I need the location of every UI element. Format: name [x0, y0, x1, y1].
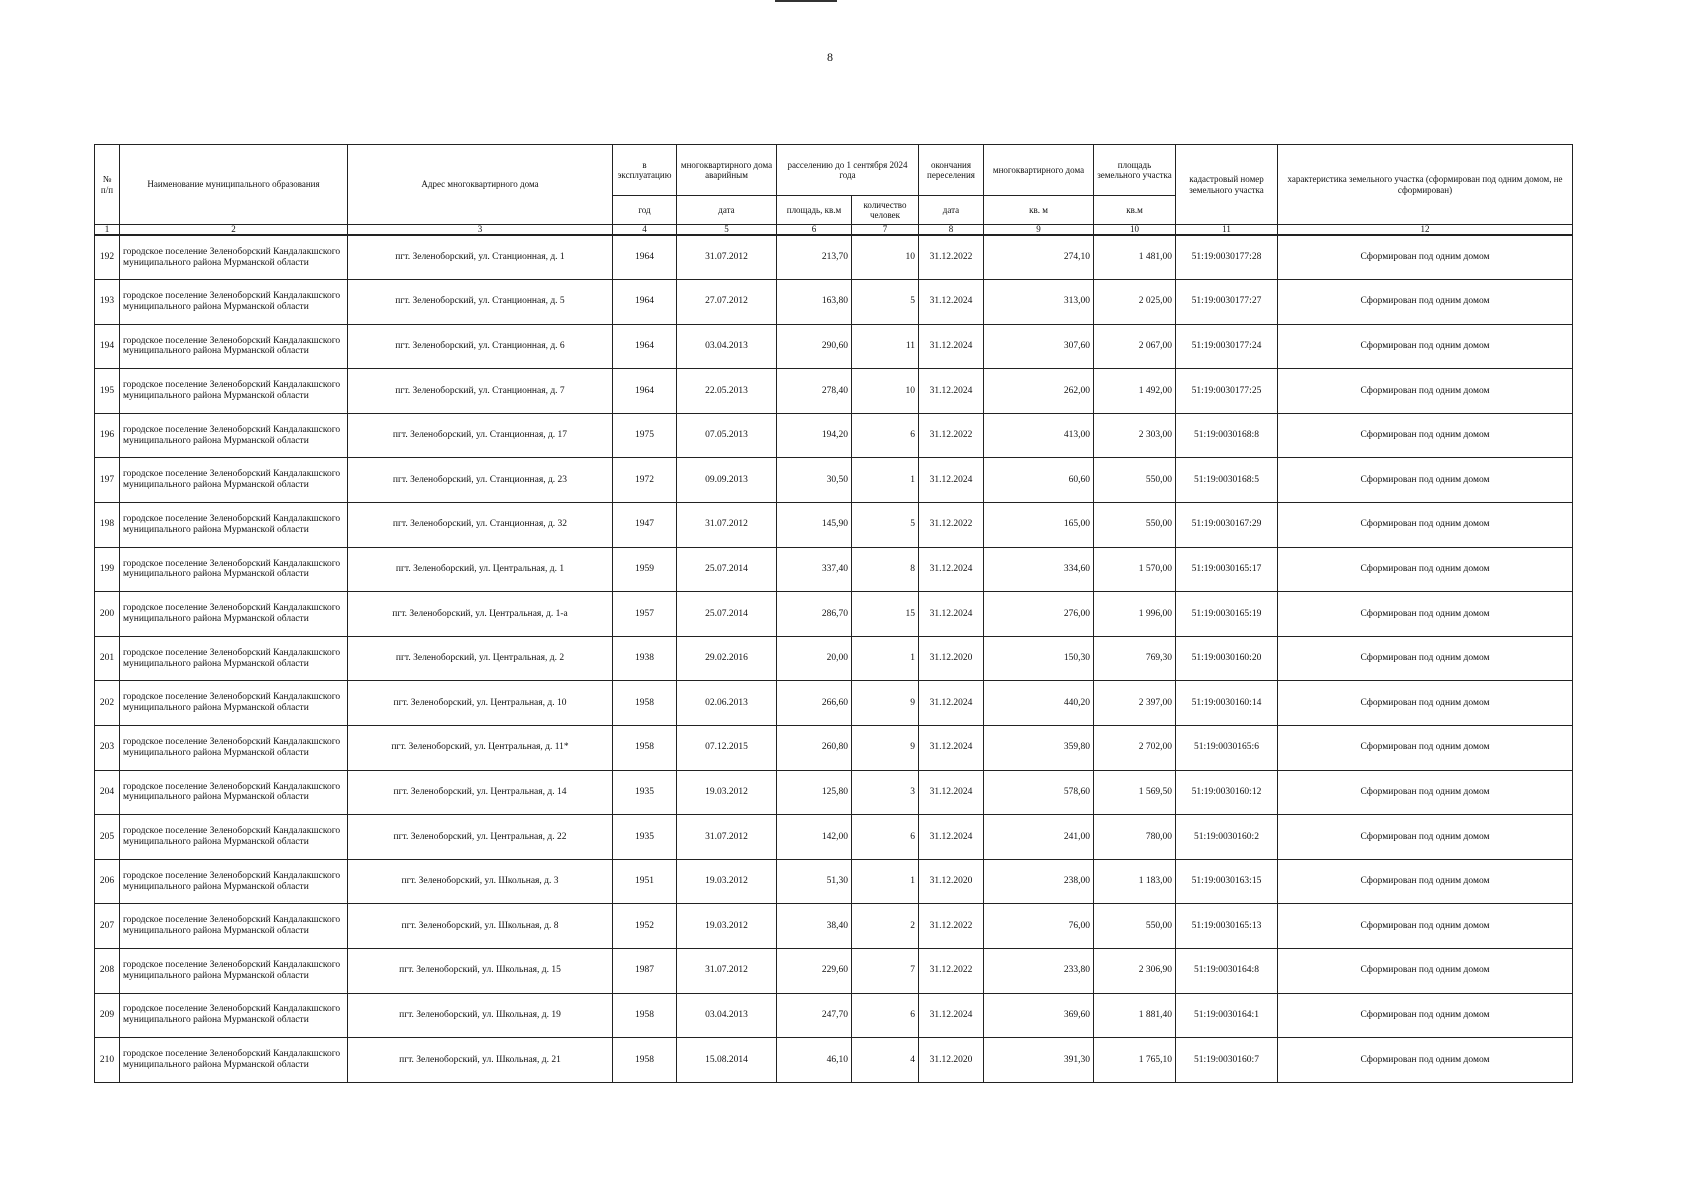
row-municipality: городское поселение Зеленоборский Кандалакшского муниципального района Мурманской области — [120, 770, 348, 815]
row-municipality: городское поселение Зеленоборский Кандалакшского муниципального района Мурманской области — [120, 904, 348, 949]
row-area: 46,10 — [777, 1038, 852, 1083]
row-land-area: 2 397,00 — [1094, 681, 1176, 726]
row-number: 194 — [95, 324, 120, 369]
row-house-area: 369,60 — [984, 993, 1094, 1038]
row-cadastral: 51:19:0030165:6 — [1176, 726, 1278, 771]
header-cadastral: кадастровый номер земельного участка — [1176, 145, 1278, 225]
row-land-char: Сформирован под одним домом — [1278, 324, 1573, 369]
row-number: 210 — [95, 1038, 120, 1083]
row-end-date: 31.12.2020 — [919, 859, 984, 904]
row-area: 142,00 — [777, 815, 852, 860]
col-num-6: 6 — [777, 225, 852, 236]
row-number: 207 — [95, 904, 120, 949]
sub-area: площадь, кв.м — [777, 196, 852, 225]
row-end-date: 31.12.2022 — [919, 503, 984, 548]
table-row — [95, 1038, 1573, 1083]
header-end: окончания переселения — [919, 145, 984, 196]
col-num-5: 5 — [677, 225, 777, 236]
row-year: 1964 — [613, 280, 677, 325]
table-body — [95, 235, 1573, 1082]
row-number: 209 — [95, 993, 120, 1038]
row-land-area: 780,00 — [1094, 815, 1176, 860]
row-address: пгт. Зеленоборский, ул. Центральная, д. 2 — [348, 636, 613, 681]
row-end-date: 31.12.2024 — [919, 770, 984, 815]
row-emergency-date: 22.05.2013 — [677, 369, 777, 414]
row-house-area: 334,60 — [984, 547, 1094, 592]
row-address: пгт. Зеленоборский, ул. Центральная, д. 22 — [348, 815, 613, 860]
row-house-area: 391,30 — [984, 1038, 1094, 1083]
header-house-area: многоквартирного дома — [984, 145, 1094, 196]
table-row — [95, 503, 1573, 548]
row-house-area: 274,10 — [984, 235, 1094, 280]
row-year: 1959 — [613, 547, 677, 592]
row-number: 201 — [95, 636, 120, 681]
row-cadastral: 51:19:0030160:12 — [1176, 770, 1278, 815]
row-land-char: Сформирован под одним домом — [1278, 859, 1573, 904]
row-emergency-date: 07.05.2013 — [677, 413, 777, 458]
row-emergency-date: 09.09.2013 — [677, 458, 777, 503]
row-land-area: 2 702,00 — [1094, 726, 1176, 771]
row-land-char: Сформирован под одним домом — [1278, 503, 1573, 548]
row-end-date: 31.12.2024 — [919, 726, 984, 771]
row-end-date: 31.12.2020 — [919, 636, 984, 681]
table-row — [95, 324, 1573, 369]
row-cadastral: 51:19:0030165:19 — [1176, 592, 1278, 637]
row-address: пгт. Зеленоборский, ул. Станционная, д. 6 — [348, 324, 613, 369]
row-people: 3 — [852, 770, 919, 815]
header-num: № п/п — [95, 145, 120, 225]
row-address: пгт. Зеленоборский, ул. Станционная, д. 17 — [348, 413, 613, 458]
row-cadastral: 51:19:0030177:24 — [1176, 324, 1278, 369]
row-people: 5 — [852, 280, 919, 325]
row-municipality: городское поселение Зеленоборский Кандалакшского муниципального района Мурманской области — [120, 859, 348, 904]
row-area: 260,80 — [777, 726, 852, 771]
row-year: 1951 — [613, 859, 677, 904]
row-municipality: городское поселение Зеленоборский Кандалакшского муниципального района Мурманской области — [120, 726, 348, 771]
row-house-area: 313,00 — [984, 280, 1094, 325]
col-num-11: 11 — [1176, 225, 1278, 236]
row-area: 229,60 — [777, 949, 852, 994]
row-land-char: Сформирован под одним домом — [1278, 547, 1573, 592]
row-end-date: 31.12.2024 — [919, 324, 984, 369]
row-year: 1957 — [613, 592, 677, 637]
row-emergency-date: 02.06.2013 — [677, 681, 777, 726]
table-row — [95, 592, 1573, 637]
row-land-area: 2 303,00 — [1094, 413, 1176, 458]
row-number: 206 — [95, 859, 120, 904]
row-emergency-date: 07.12.2015 — [677, 726, 777, 771]
row-house-area: 241,00 — [984, 815, 1094, 860]
row-number: 199 — [95, 547, 120, 592]
row-address: пгт. Зеленоборский, ул. Станционная, д. 5 — [348, 280, 613, 325]
row-address: пгт. Зеленоборский, ул. Школьная, д. 8 — [348, 904, 613, 949]
row-year: 1938 — [613, 636, 677, 681]
sub-land-unit: кв.м — [1094, 196, 1176, 225]
table-row — [95, 904, 1573, 949]
row-emergency-date: 03.04.2013 — [677, 324, 777, 369]
row-land-char: Сформирован под одним домом — [1278, 726, 1573, 771]
row-emergency-date: 03.04.2013 — [677, 993, 777, 1038]
row-address: пгт. Зеленоборский, ул. Центральная, д. 14 — [348, 770, 613, 815]
table-row — [95, 369, 1573, 414]
row-number: 202 — [95, 681, 120, 726]
row-address: пгт. Зеленоборский, ул. Центральная, д. 10 — [348, 681, 613, 726]
sub-date: дата — [677, 196, 777, 225]
row-house-area: 413,00 — [984, 413, 1094, 458]
row-land-char: Сформирован под одним домом — [1278, 993, 1573, 1038]
table-row — [95, 636, 1573, 681]
row-people: 10 — [852, 235, 919, 280]
row-cadastral: 51:19:0030160:2 — [1176, 815, 1278, 860]
table-row — [95, 547, 1573, 592]
row-cadastral: 51:19:0030177:27 — [1176, 280, 1278, 325]
row-people: 5 — [852, 503, 919, 548]
row-cadastral: 51:19:0030177:28 — [1176, 235, 1278, 280]
row-end-date: 31.12.2020 — [919, 1038, 984, 1083]
row-people: 1 — [852, 859, 919, 904]
row-emergency-date: 31.07.2012 — [677, 235, 777, 280]
row-end-date: 31.12.2022 — [919, 413, 984, 458]
row-house-area: 276,00 — [984, 592, 1094, 637]
row-cadastral: 51:19:0030177:25 — [1176, 369, 1278, 414]
row-end-date: 31.12.2024 — [919, 547, 984, 592]
row-number: 203 — [95, 726, 120, 771]
row-area: 145,90 — [777, 503, 852, 548]
row-year: 1964 — [613, 369, 677, 414]
row-area: 278,40 — [777, 369, 852, 414]
row-number: 208 — [95, 949, 120, 994]
col-num-10: 10 — [1094, 225, 1176, 236]
row-land-area: 1 481,00 — [1094, 235, 1176, 280]
table-row — [95, 681, 1573, 726]
row-end-date: 31.12.2024 — [919, 458, 984, 503]
header-commissioning: в эксплуатацию — [613, 145, 677, 196]
row-municipality: городское поселение Зеленоборский Кандалакшского муниципального района Мурманской области — [120, 592, 348, 637]
row-municipality: городское поселение Зеленоборский Кандалакшского муниципального района Мурманской области — [120, 949, 348, 994]
row-people: 6 — [852, 993, 919, 1038]
row-house-area: 76,00 — [984, 904, 1094, 949]
row-area: 286,70 — [777, 592, 852, 637]
row-municipality: городское поселение Зеленоборский Кандалакшского муниципального района Мурманской области — [120, 369, 348, 414]
row-municipality: городское поселение Зеленоборский Кандалакшского муниципального района Мурманской области — [120, 815, 348, 860]
table-row — [95, 413, 1573, 458]
row-area: 213,70 — [777, 235, 852, 280]
row-municipality: городское поселение Зеленоборский Кандалакшского муниципального района Мурманской области — [120, 413, 348, 458]
row-area: 38,40 — [777, 904, 852, 949]
row-land-char: Сформирован под одним домом — [1278, 235, 1573, 280]
row-number: 204 — [95, 770, 120, 815]
table-row — [95, 235, 1573, 280]
row-year: 1964 — [613, 235, 677, 280]
row-people: 6 — [852, 413, 919, 458]
row-number: 192 — [95, 235, 120, 280]
col-num-2: 2 — [120, 225, 348, 236]
row-land-char: Сформирован под одним домом — [1278, 770, 1573, 815]
row-land-area: 2 025,00 — [1094, 280, 1176, 325]
row-year: 1958 — [613, 1038, 677, 1083]
row-land-area: 1 881,40 — [1094, 993, 1176, 1038]
row-land-char: Сформирован под одним домом — [1278, 681, 1573, 726]
row-number: 197 — [95, 458, 120, 503]
header-emergency: многоквартирного дома аварийным — [677, 145, 777, 196]
row-land-area: 1 569,50 — [1094, 770, 1176, 815]
row-land-char: Сформирован под одним домом — [1278, 1038, 1573, 1083]
row-land-char: Сформирован под одним домом — [1278, 413, 1573, 458]
row-address: пгт. Зеленоборский, ул. Центральная, д. 11* — [348, 726, 613, 771]
row-emergency-date: 25.07.2014 — [677, 547, 777, 592]
row-area: 30,50 — [777, 458, 852, 503]
row-land-area: 1 183,00 — [1094, 859, 1176, 904]
row-land-char: Сформирован под одним домом — [1278, 592, 1573, 637]
row-municipality: городское поселение Зеленоборский Кандалакшского муниципального района Мурманской области — [120, 458, 348, 503]
row-house-area: 262,00 — [984, 369, 1094, 414]
col-num-8: 8 — [919, 225, 984, 236]
row-people: 1 — [852, 458, 919, 503]
row-address: пгт. Зеленоборский, ул. Школьная, д. 15 — [348, 949, 613, 994]
row-end-date: 31.12.2024 — [919, 815, 984, 860]
table-row — [95, 993, 1573, 1038]
row-land-char: Сформирован под одним домом — [1278, 636, 1573, 681]
row-land-area: 1 492,00 — [1094, 369, 1176, 414]
row-area: 194,20 — [777, 413, 852, 458]
row-year: 1958 — [613, 681, 677, 726]
row-house-area: 578,60 — [984, 770, 1094, 815]
row-year: 1987 — [613, 949, 677, 994]
row-house-area: 60,60 — [984, 458, 1094, 503]
row-land-char: Сформирован под одним домом — [1278, 369, 1573, 414]
row-number: 195 — [95, 369, 120, 414]
row-people: 7 — [852, 949, 919, 994]
row-people: 15 — [852, 592, 919, 637]
row-municipality: городское поселение Зеленоборский Кандалакшского муниципального района Мурманской области — [120, 636, 348, 681]
row-municipality: городское поселение Зеленоборский Кандалакшского муниципального района Мурманской области — [120, 280, 348, 325]
row-year: 1964 — [613, 324, 677, 369]
table-row — [95, 815, 1573, 860]
row-house-area: 359,80 — [984, 726, 1094, 771]
top-edge-mark — [775, 0, 837, 2]
row-land-char: Сформирован под одним домом — [1278, 815, 1573, 860]
row-end-date: 31.12.2022 — [919, 949, 984, 994]
row-house-area: 307,60 — [984, 324, 1094, 369]
row-people: 9 — [852, 726, 919, 771]
row-address: пгт. Зеленоборский, ул. Станционная, д. 32 — [348, 503, 613, 548]
table-row — [95, 280, 1573, 325]
row-cadastral: 51:19:0030163:15 — [1176, 859, 1278, 904]
header-resettlement: расселению до 1 сентября 2024 года — [777, 145, 919, 196]
row-cadastral: 51:19:0030168:5 — [1176, 458, 1278, 503]
table-row — [95, 949, 1573, 994]
row-area: 290,60 — [777, 324, 852, 369]
row-address: пгт. Зеленоборский, ул. Станционная, д. 7 — [348, 369, 613, 414]
row-land-area: 2 067,00 — [1094, 324, 1176, 369]
row-cadastral: 51:19:0030160:14 — [1176, 681, 1278, 726]
row-land-area: 2 306,90 — [1094, 949, 1176, 994]
row-municipality: городское поселение Зеленоборский Кандалакшского муниципального района Мурманской области — [120, 681, 348, 726]
row-area: 247,70 — [777, 993, 852, 1038]
col-num-9: 9 — [984, 225, 1094, 236]
row-land-area: 550,00 — [1094, 904, 1176, 949]
row-emergency-date: 31.07.2012 — [677, 949, 777, 994]
row-end-date: 31.12.2024 — [919, 592, 984, 637]
row-people: 8 — [852, 547, 919, 592]
row-municipality: городское поселение Зеленоборский Кандалакшского муниципального района Мурманской области — [120, 235, 348, 280]
row-area: 266,60 — [777, 681, 852, 726]
row-cadastral: 51:19:0030160:7 — [1176, 1038, 1278, 1083]
row-people: 10 — [852, 369, 919, 414]
header-land-char: характеристика земельного участка (сформирован под одним домом, не сформирован) — [1278, 145, 1573, 225]
row-year: 1972 — [613, 458, 677, 503]
col-num-4: 4 — [613, 225, 677, 236]
row-number: 196 — [95, 413, 120, 458]
row-land-char: Сформирован под одним домом — [1278, 904, 1573, 949]
row-municipality: городское поселение Зеленоборский Кандалакшского муниципального района Мурманской области — [120, 503, 348, 548]
table-row — [95, 859, 1573, 904]
row-municipality: городское поселение Зеленоборский Кандалакшского муниципального района Мурманской области — [120, 324, 348, 369]
row-year: 1935 — [613, 815, 677, 860]
row-cadastral: 51:19:0030164:1 — [1176, 993, 1278, 1038]
row-municipality: городское поселение Зеленоборский Кандалакшского муниципального района Мурманской области — [120, 547, 348, 592]
table-row — [95, 770, 1573, 815]
row-number: 193 — [95, 280, 120, 325]
row-people: 9 — [852, 681, 919, 726]
row-people: 1 — [852, 636, 919, 681]
table-row — [95, 458, 1573, 503]
row-year: 1935 — [613, 770, 677, 815]
row-municipality: городское поселение Зеленоборский Кандалакшского муниципального района Мурманской области — [120, 993, 348, 1038]
row-cadastral: 51:19:0030165:13 — [1176, 904, 1278, 949]
sub-house-unit: кв. м — [984, 196, 1094, 225]
table-row — [95, 726, 1573, 771]
row-emergency-date: 19.03.2012 — [677, 770, 777, 815]
row-cadastral: 51:19:0030168:8 — [1176, 413, 1278, 458]
row-house-area: 440,20 — [984, 681, 1094, 726]
row-house-area: 233,80 — [984, 949, 1094, 994]
row-number: 198 — [95, 503, 120, 548]
sub-end-date: дата — [919, 196, 984, 225]
row-emergency-date: 15.08.2014 — [677, 1038, 777, 1083]
row-end-date: 31.12.2024 — [919, 681, 984, 726]
row-cadastral: 51:19:0030164:8 — [1176, 949, 1278, 994]
row-land-area: 769,30 — [1094, 636, 1176, 681]
row-emergency-date: 19.03.2012 — [677, 904, 777, 949]
row-year: 1947 — [613, 503, 677, 548]
row-area: 125,80 — [777, 770, 852, 815]
row-year: 1952 — [613, 904, 677, 949]
housing-register-table — [94, 144, 1573, 1083]
row-end-date: 31.12.2024 — [919, 280, 984, 325]
page-number: 8 — [827, 50, 833, 64]
row-land-area: 1 570,00 — [1094, 547, 1176, 592]
row-emergency-date: 19.03.2012 — [677, 859, 777, 904]
col-num-12: 12 — [1278, 225, 1573, 236]
row-end-date: 31.12.2024 — [919, 993, 984, 1038]
row-number: 205 — [95, 815, 120, 860]
row-address: пгт. Зеленоборский, ул. Школьная, д. 21 — [348, 1038, 613, 1083]
row-year: 1975 — [613, 413, 677, 458]
row-house-area: 238,00 — [984, 859, 1094, 904]
row-house-area: 150,30 — [984, 636, 1094, 681]
row-emergency-date: 31.07.2012 — [677, 815, 777, 860]
row-year: 1958 — [613, 993, 677, 1038]
row-number: 200 — [95, 592, 120, 637]
sub-year: год — [613, 196, 677, 225]
row-land-area: 550,00 — [1094, 503, 1176, 548]
row-land-area: 1 996,00 — [1094, 592, 1176, 637]
row-cadastral: 51:19:0030167:29 — [1176, 503, 1278, 548]
col-num-7: 7 — [852, 225, 919, 236]
row-land-area: 550,00 — [1094, 458, 1176, 503]
row-cadastral: 51:19:0030160:20 — [1176, 636, 1278, 681]
row-area: 337,40 — [777, 547, 852, 592]
row-address: пгт. Зеленоборский, ул. Центральная, д. 1 — [348, 547, 613, 592]
row-area: 163,80 — [777, 280, 852, 325]
header-address: Адрес многоквартирного дома — [348, 145, 613, 225]
row-address: пгт. Зеленоборский, ул. Школьная, д. 3 — [348, 859, 613, 904]
row-address: пгт. Зеленоборский, ул. Станционная, д. 1 — [348, 235, 613, 280]
row-land-area: 1 765,10 — [1094, 1038, 1176, 1083]
col-num-3: 3 — [348, 225, 613, 236]
row-emergency-date: 31.07.2012 — [677, 503, 777, 548]
row-area: 20,00 — [777, 636, 852, 681]
row-address: пгт. Зеленоборский, ул. Центральная, д. 1-а — [348, 592, 613, 637]
row-land-char: Сформирован под одним домом — [1278, 280, 1573, 325]
row-area: 51,30 — [777, 859, 852, 904]
row-people: 2 — [852, 904, 919, 949]
sub-people: количество человек — [852, 196, 919, 225]
row-year: 1958 — [613, 726, 677, 771]
header-municipality: Наименование муниципального образования — [120, 145, 348, 225]
row-end-date: 31.12.2022 — [919, 904, 984, 949]
row-house-area: 165,00 — [984, 503, 1094, 548]
row-end-date: 31.12.2022 — [919, 235, 984, 280]
row-land-char: Сформирован под одним домом — [1278, 458, 1573, 503]
row-end-date: 31.12.2024 — [919, 369, 984, 414]
row-emergency-date: 29.02.2016 — [677, 636, 777, 681]
row-people: 6 — [852, 815, 919, 860]
col-num-1: 1 — [95, 225, 120, 236]
row-cadastral: 51:19:0030165:17 — [1176, 547, 1278, 592]
row-emergency-date: 27.07.2012 — [677, 280, 777, 325]
row-emergency-date: 25.07.2014 — [677, 592, 777, 637]
row-land-char: Сформирован под одним домом — [1278, 949, 1573, 994]
row-address: пгт. Зеленоборский, ул. Школьная, д. 19 — [348, 993, 613, 1038]
header-land-area: площадь земельного участка — [1094, 145, 1176, 196]
row-people: 4 — [852, 1038, 919, 1083]
row-municipality: городское поселение Зеленоборский Кандалакшского муниципального района Мурманской области — [120, 1038, 348, 1083]
row-address: пгт. Зеленоборский, ул. Станционная, д. 23 — [348, 458, 613, 503]
row-people: 11 — [852, 324, 919, 369]
